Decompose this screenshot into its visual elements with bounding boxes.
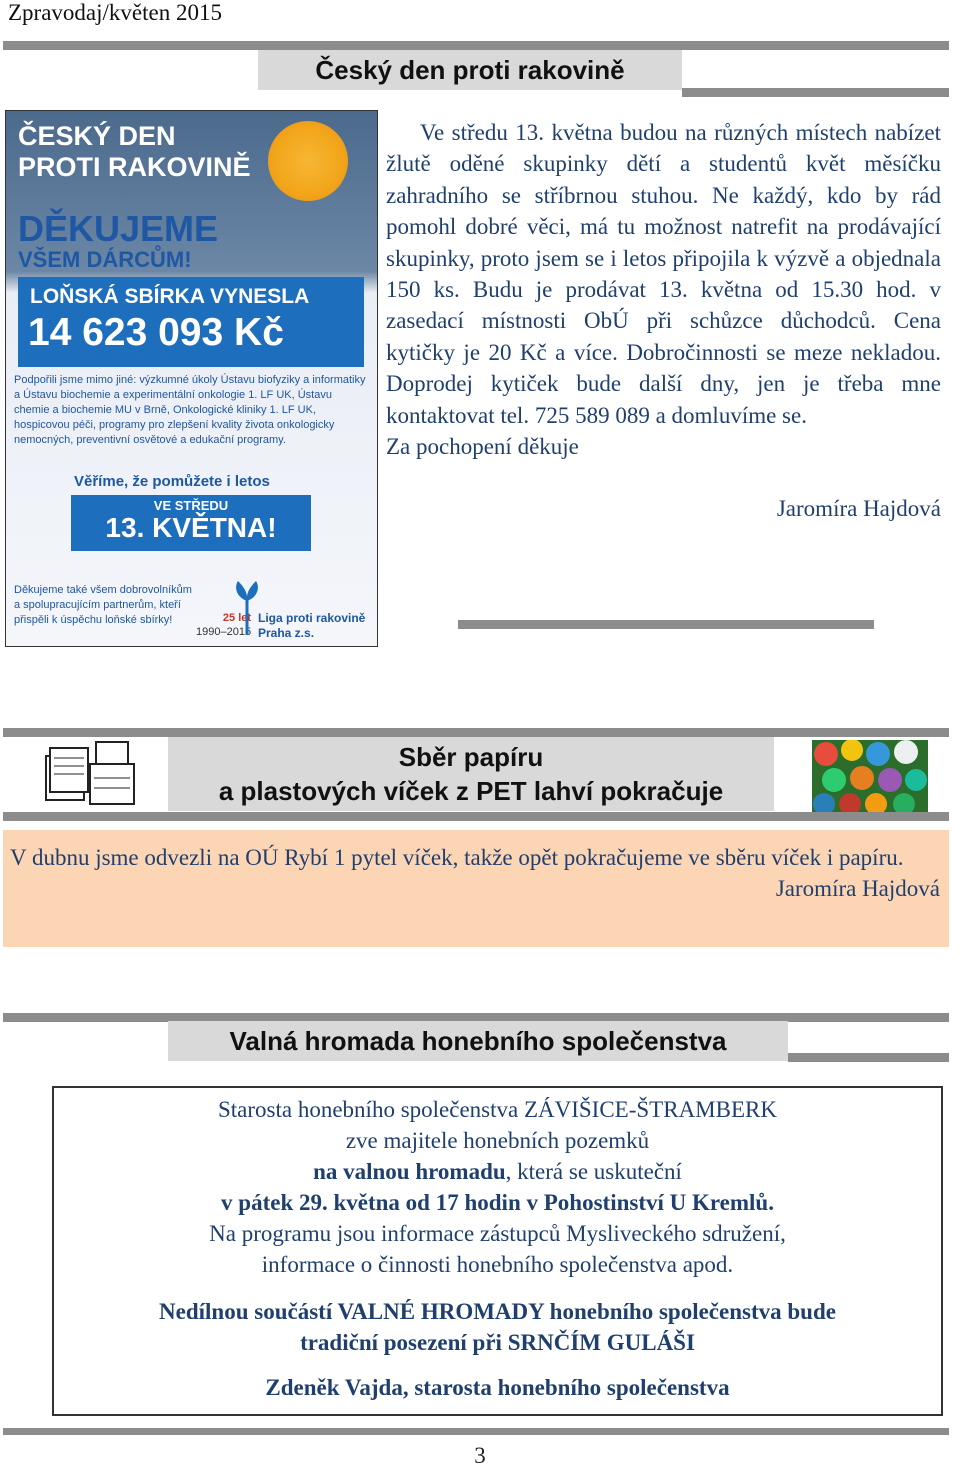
cancer-day-poster — [5, 110, 378, 647]
section-rule — [3, 812, 949, 821]
poster-sum-label: LOŇSKÁ SBÍRKA VYNESLA — [30, 285, 310, 308]
section-rule — [3, 41, 949, 50]
poster-ve-stredu: VE STŘEDU — [153, 498, 229, 513]
assembly-invitation: Starosta honebního společenstva ZÁVIŠICE-ŠTRAMBERK zve majitele honebních pozemků na valnou hromadu, která se uskuteční v pátek 29. května od 17 hodin v Pohostinství U Kremlů. Na programu jsou informace zástupců Mysliveckého sdružení, informace o činnosti honebního společenstva apod. Nedílnou součástí VALNÉ HROMADY honebního společenstva bude tradiční posezení při SRNČÍM GULÁŠI Zdeněk Vajda, starosta honebního společenstva — [159, 1097, 836, 1400]
signature: Jaromíra Hajdová — [775, 876, 940, 901]
poster-footer: Děkujeme také všem dobrovolníkům a spolupracujícím partnerům, kteří přispěli k úspěchu loňské sbírky! — [14, 584, 192, 626]
section-heading-collection: Sběr papíru a plastových víček z PET lahví pokračuje — [168, 737, 774, 811]
poster-support-text: Podpořili jsme mimo jiné: výzkumné úkoly Ústavu biofyziky a informatiky a Ústavu biochemie a experimentální onkologie 1. LF UK, Ústavu chemie a biochemie MU v Brně, Onkologické kliniky 1. LF UK, hospicovou péči, programy pro zlepšení kvality života onkologicky nemocných, preventivní osvětové a edukační programy. — [14, 374, 366, 446]
poster-liga: Liga proti rakovině Praha z.s. — [258, 611, 366, 640]
divider — [458, 620, 874, 629]
section-rule — [682, 88, 949, 97]
closing-text: Za pochopení děkuje — [386, 434, 579, 460]
poster-believe: Věříme, že pomůžete i letos — [74, 473, 270, 490]
poster-date: 13. KVĚTNA! — [105, 512, 277, 543]
marigold-flower-icon — [268, 121, 348, 201]
poster-years: 25 let 1990–2015 — [196, 612, 252, 638]
poster-thanks: DĚKUJEME — [18, 208, 219, 249]
poster-sum-box — [18, 277, 364, 367]
footer-rule — [3, 1428, 949, 1435]
section-heading-cancer-day: Český den proti rakovině — [258, 50, 682, 90]
newsletter-header: Zpravodaj/květen 2015 — [8, 0, 222, 25]
paper-stack-icon — [40, 738, 140, 810]
poster-title: ČESKÝ DEN PROTI RAKOVINĚ — [18, 121, 251, 182]
article-text: Ve středu 13. května budou na různých místech nabízet žlutě oděné skupinky dětí a studentů květ měsíčku zahradního se stříbrnou stuhou. Ne každý, kdo by rád pomohl dobré věci, má tu možnost natrefit na prodávající skupinky, proto jsem se i letos připojila k výzvě a objednala 150 ks. Budu je prodávat 13. května od 15.30 hod. v zasedací místnosti ObÚ při schůzce důchodců. Cena kytičky je 20 Kč a více. Dobročinnosti se meze nekladou. Doprodej kytiček bude další dny, jen je třeba mne kontaktovat tel. 725 589 089 a domluvíme se. Za pochopení děkuje Jaromíra Hajdová — [386, 117, 941, 525]
collection-text: V dubnu jsme odvezli na OÚ Rybí 1 pytel víček, takže opět pokračujeme ve sběru víček i papíru. Jaromíra Hajdová — [10, 842, 930, 904]
section-rule — [788, 1053, 949, 1062]
poster-date-box — [71, 495, 311, 551]
bottle-caps-icon — [812, 740, 928, 812]
poster-thanks-sub: VŠEM DÁRCŮM! — [18, 247, 192, 272]
signature: Jaromíra Hajdová — [776, 496, 941, 522]
section-heading-hunting-assembly: Valná hromada honebního společenstva — [168, 1021, 788, 1061]
poster-sum-value: 14 623 093 Kč — [28, 311, 284, 354]
section-rule — [3, 728, 949, 737]
page-number: 3 — [474, 1443, 486, 1468]
liga-logo-icon — [234, 579, 260, 635]
